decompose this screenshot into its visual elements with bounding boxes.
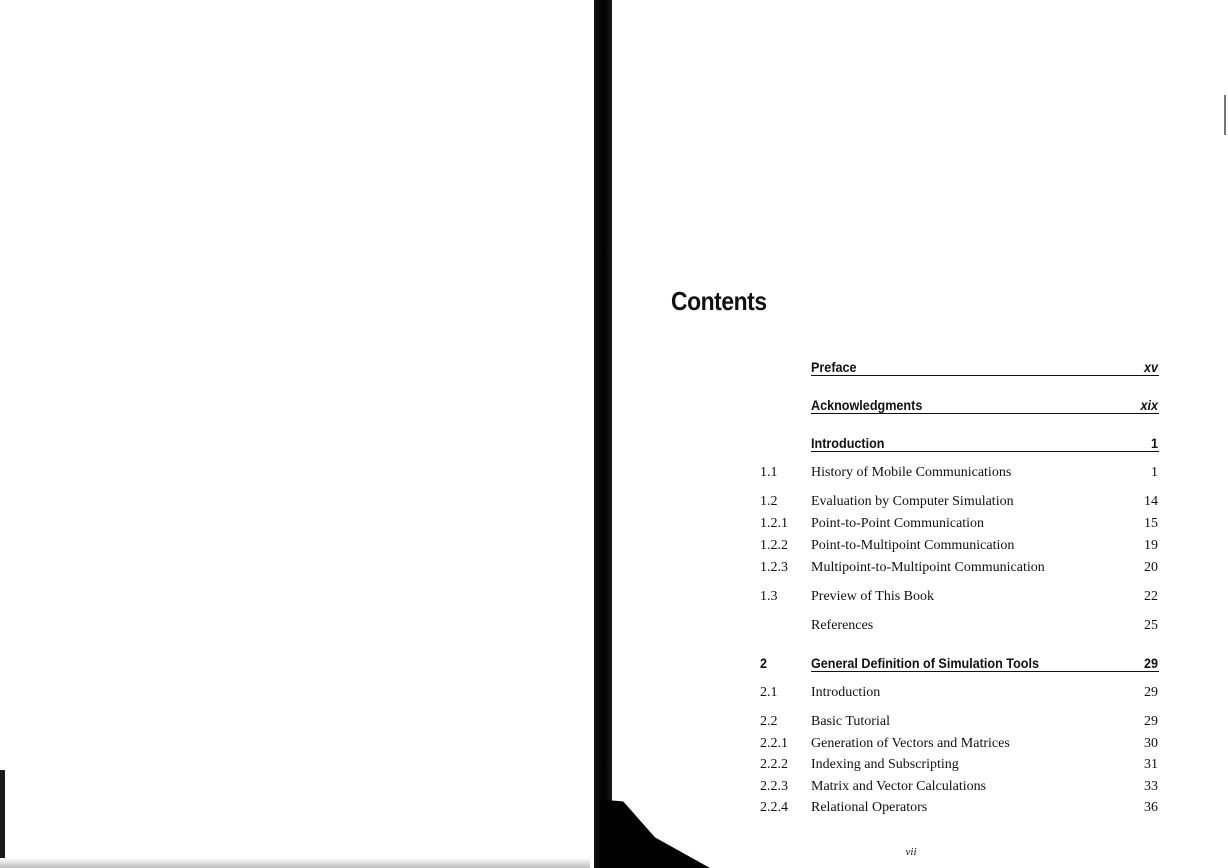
- toc-entry-number: 2.2: [760, 714, 778, 729]
- toc-chapter-rule: [811, 413, 1159, 414]
- toc-entry-title: Basic Tutorial: [811, 714, 890, 729]
- toc-entry-page: 29: [1144, 714, 1158, 729]
- toc-entry-page: 29: [1143, 655, 1158, 671]
- toc-section-entry[interactable]: [0, 465, 1228, 485]
- toc-section-entry[interactable]: [0, 494, 1228, 514]
- toc-section-entry[interactable]: [0, 714, 1228, 734]
- toc-section-entry[interactable]: [0, 538, 1228, 558]
- toc-entry-page: 29: [1144, 685, 1158, 700]
- toc-section-entry[interactable]: [0, 516, 1228, 536]
- toc-entry-title: References: [811, 618, 874, 633]
- toc-section-entry[interactable]: [0, 618, 1228, 638]
- toc-entry-page: 1: [1151, 465, 1158, 480]
- toc-entry-number: 2.1: [760, 685, 778, 700]
- toc-entry-title: Point-to-Point Communication: [811, 516, 985, 531]
- toc-entry-number: 1.2.2: [760, 538, 788, 553]
- toc-chapter-entry[interactable]: [0, 655, 1228, 675]
- page-folio: vii: [905, 846, 917, 858]
- toc-entry-page: 33: [1144, 779, 1158, 794]
- toc-entry-number: 2.2.2: [760, 757, 788, 772]
- toc-entry-title: Evaluation by Computer Simulation: [811, 494, 1014, 509]
- toc-entry-number: 2.2.3: [760, 779, 788, 794]
- toc-entry-page: 31: [1144, 757, 1158, 772]
- toc-section-entry[interactable]: [0, 589, 1228, 609]
- toc-entry-title: Multipoint-to-Multipoint Communication: [811, 560, 1045, 575]
- toc-chapter-rule: [811, 671, 1159, 672]
- toc-entry-number: 1.2: [760, 494, 778, 509]
- toc-entry-page: 30: [1144, 736, 1158, 751]
- toc-entry-title: Preface: [811, 359, 857, 375]
- toc-chapter-entry[interactable]: [0, 435, 1228, 455]
- toc-entry-number: 1.2.1: [760, 516, 788, 531]
- toc-entry-number: 2.2.4: [760, 800, 788, 815]
- toc-entry-title: Preview of This Book: [811, 589, 935, 604]
- toc-entry-title: History of Mobile Communications: [811, 465, 1012, 480]
- toc-entry-title: Point-to-Multipoint Communication: [811, 538, 1015, 553]
- toc-entry-page: 1: [1150, 435, 1158, 451]
- toc-entry-number: 2.2.1: [760, 736, 788, 751]
- toc-entry-page: 14: [1144, 494, 1158, 509]
- toc-chapter-rule: [811, 451, 1159, 452]
- toc-section-entry[interactable]: [0, 779, 1228, 799]
- toc-entry-title: Indexing and Subscripting: [811, 757, 959, 772]
- toc-entry-page: xv: [1143, 359, 1158, 375]
- toc-entry-page: 15: [1144, 516, 1158, 531]
- toc-entry-number: 1.2.3: [760, 560, 788, 575]
- toc-entry-title: Introduction: [811, 435, 885, 451]
- toc-entry-page: 20: [1144, 560, 1158, 575]
- toc-chapter-rule: [811, 375, 1159, 376]
- toc-entry-title: Acknowledgments: [811, 397, 923, 413]
- toc-entry-title: Introduction: [811, 685, 881, 700]
- toc-entry-number: 1.3: [760, 589, 778, 604]
- toc-section-entry[interactable]: [0, 757, 1228, 777]
- toc-section-entry[interactable]: [0, 560, 1228, 580]
- toc-entry-page: 22: [1144, 589, 1158, 604]
- toc-entry-number: 1.1: [760, 465, 778, 480]
- toc-chapter-entry[interactable]: [0, 359, 1228, 379]
- toc-section-entry[interactable]: [0, 685, 1228, 705]
- toc-entry-title: Relational Operators: [811, 800, 928, 815]
- toc-section-entry[interactable]: [0, 736, 1228, 756]
- page-title: Contents: [671, 286, 767, 316]
- toc-entry-title: General Definition of Simulation Tools: [811, 655, 1039, 671]
- toc-chapter-entry[interactable]: [0, 397, 1228, 417]
- toc-entry-title: Matrix and Vector Calculations: [811, 779, 987, 794]
- toc-entry-number: 2: [760, 655, 768, 671]
- toc-section-entry[interactable]: [0, 800, 1228, 820]
- toc-entry-page: 25: [1144, 618, 1158, 633]
- toc-entry-page: 19: [1144, 538, 1158, 553]
- toc-entry-title: Generation of Vectors and Matrices: [811, 736, 1010, 751]
- toc-entry-page: 36: [1144, 800, 1158, 815]
- toc-entry-page: xix: [1140, 397, 1158, 413]
